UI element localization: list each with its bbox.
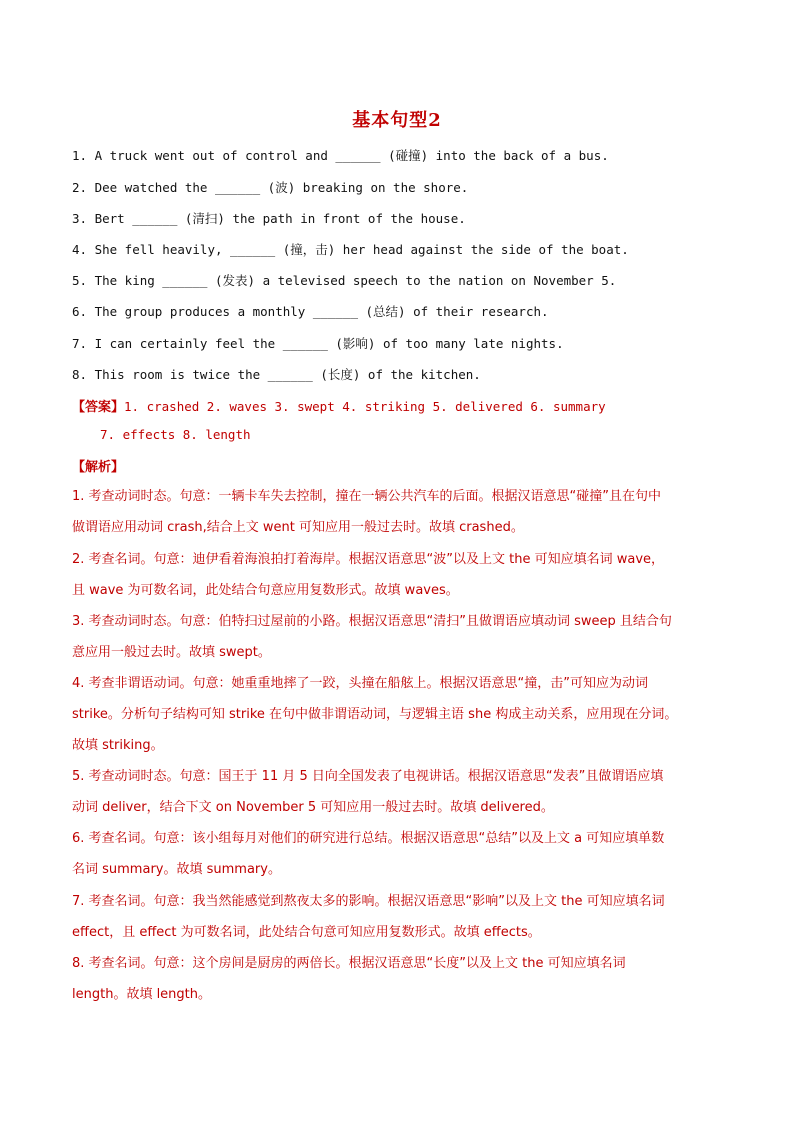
question-6: 6. The group produces a monthly ______ (总结) of their research.: [72, 304, 549, 319]
explanation-6-line-1: 6. 考查名词。句意：该小组每月对他们的研究进行总结。根据汉语意思“总结”以及上文 a 可知应填单数: [72, 831, 665, 846]
explanation-2: [72, 544, 724, 606]
answer-values-1: 1. crashed 2. waves 3. swept 4. striking 5. delivered 6. summary: [124, 399, 606, 414]
explanation-1-line-1: 1. 考查动词时态。句意：一辆卡车失去控制，撞在一辆公共汽车的后面。根据汉语意思“碰撞”且在句中: [72, 489, 662, 504]
explanation-4: [72, 668, 724, 761]
explanation-4-line-3: 故填 striking。: [72, 738, 164, 753]
question-2: 2. Dee watched the ______ (波) breaking on the shore.: [72, 180, 469, 195]
explanation-5: [72, 761, 724, 823]
question-7: 7. I can certainly feel the ______ (影响) of too many late nights.: [72, 336, 564, 351]
analysis-tag: 【解析】: [72, 460, 125, 475]
explanation-7-line-2: effect，且 effect 为可数名词，此处结合句意可知应用复数形式。故填 effects。: [72, 925, 541, 940]
explanation-6: [72, 823, 724, 885]
explanation-8-line-2: length。故填 length。: [72, 987, 212, 1002]
question-1: 1. A truck went out of control and ______ (碰撞) into the back of a bus.: [72, 148, 609, 163]
explanation-8-line-1: 8. 考查名词。句意：这个房间是厨房的两倍长。根据汉语意思“长度”以及上文 the 可知应填名词: [72, 956, 626, 971]
explanation-5-line-1: 5. 考查动词时态。句意：国王于 11 月 5 日向全国发表了电视讲话。根据汉语意思“发表”且做谓语应填: [72, 769, 664, 784]
question-3: 3. Bert ______ (清扫) the path in front of the house.: [72, 211, 466, 226]
question-5: 5. The king ______ (发表) a televised speech to the nation on November 5.: [72, 273, 617, 288]
explanation-8: [72, 948, 724, 1010]
answer-tag: 【答案】: [72, 400, 125, 415]
explanation-7-line-1: 7. 考查名词。句意：我当然能感觉到熬夜太多的影响。根据汉语意思“影响”以及上文 the 可知应填名词: [72, 894, 665, 909]
explanation-2-line-2: 且 wave 为可数名词，此处结合句意应用复数形式。故填 waves。: [72, 583, 459, 598]
explanation-1: [72, 481, 724, 543]
explanation-7: [72, 886, 724, 948]
explanation-4-line-1: 4. 考查非谓语动词。句意：她重重地摔了一跤，头撞在船舷上。根据汉语意思“撞，击”可知应为动词: [72, 676, 649, 691]
explanation-6-line-2: 名词 summary。故填 summary。: [72, 862, 281, 877]
question-4: 4. She fell heavily, ______ (撞，击) her head against the side of the boat.: [72, 242, 629, 257]
answer-line-2: 7. effects 8. length: [100, 427, 251, 442]
answer-line-1: [72, 396, 732, 415]
explanation-3: [72, 606, 724, 668]
explanation-2-line-1: 2. 考查名词。句意：迪伊看着海浪拍打着海岸。根据汉语意思“波”以及上文 the 可知应填名词 wave，: [72, 552, 665, 567]
explanation-5-line-2: 动词 deliver，结合下文 on November 5 可知应用一般过去时。故填 delivered。: [72, 800, 554, 815]
page-title: 基本句型2: [352, 110, 442, 131]
explanation-1-line-2: 做谓语应用动词 crash,结合上文 went 可知应用一般过去时。故填 crashed。: [72, 520, 524, 535]
explanation-3-line-1: 3. 考查动词时态。句意：伯特扫过屋前的小路。根据汉语意思“清扫”且做谓语应填动词 sweep 且结合句: [72, 614, 672, 629]
explanation-4-line-2: strike。分析句子结构可知 strike 在句中做非谓语动词，与逻辑主语 she 构成主动关系，应用现在分词。: [72, 707, 678, 722]
question-8: 8. This room is twice the ______ (长度) of the kitchen.: [72, 367, 481, 382]
explanation-3-line-2: 意应用一般过去时。故填 swept。: [72, 645, 271, 660]
